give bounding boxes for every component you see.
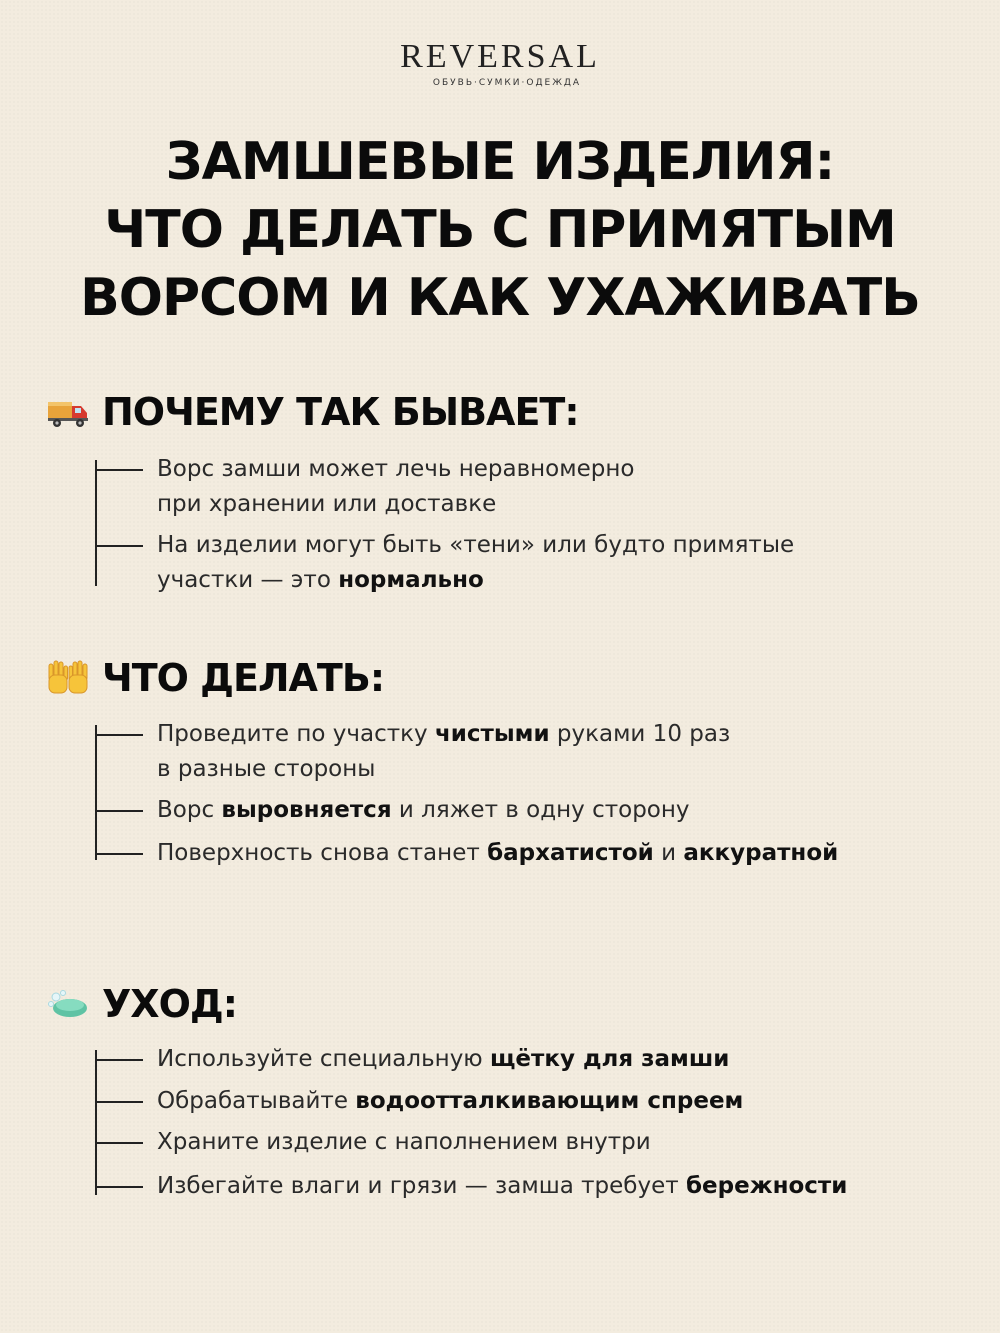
item-bold: водоотталкивающим спреем [355, 1088, 744, 1114]
item-bold: выровняется [221, 797, 392, 823]
tree-line [95, 1050, 97, 1195]
item-text: руками 10 раз [549, 721, 731, 747]
item-bold: бархатистой [487, 840, 654, 866]
title-line-2: ЧТО ДЕЛАТЬ С ПРИМЯТЫМ [104, 200, 896, 260]
item-text: и ляжет в одну сторону [391, 797, 690, 823]
item-text: Поверхность снова станет [157, 840, 488, 866]
branch-line [95, 1142, 143, 1144]
section-heading-text: УХОД: [102, 982, 237, 1026]
section-what-to-do-heading [46, 656, 384, 700]
item-bold: бережности [685, 1173, 848, 1199]
branch-line [95, 1101, 143, 1103]
item-text: при хранении или доставке [157, 491, 497, 517]
tree-line [95, 725, 97, 860]
branch-line [95, 853, 143, 855]
page-title [0, 128, 1000, 332]
item-bold: щётку для замши [489, 1046, 730, 1072]
item-text: Храните изделие с наполнением внутри [157, 1129, 651, 1155]
item-text: Избегайте влаги и грязи — замша требует [157, 1173, 686, 1199]
item-text: и [653, 840, 684, 866]
branch-line [95, 734, 143, 736]
item-text: Используйте специальную [157, 1046, 490, 1072]
item-bold: чистыми [434, 721, 550, 747]
section-heading-text: ЧТО ДЕЛАТЬ: [102, 656, 385, 700]
branch-line [95, 1186, 143, 1188]
section-heading-text: ПОЧЕМУ ТАК БЫВАЕТ: [102, 390, 579, 434]
title-line-1: ЗАМШЕВЫЕ ИЗДЕЛИЯ: [165, 132, 835, 192]
raised-hands-icon [46, 658, 90, 698]
section-care-heading [46, 982, 237, 1026]
section-why-heading [46, 390, 579, 434]
brand-logo [0, 40, 1000, 88]
brand-name: REVERSAL [400, 38, 600, 75]
item-text: в разные стороны [157, 756, 376, 782]
item-text: Ворс [157, 797, 222, 823]
item-text: Проведите по участку [157, 721, 435, 747]
tree-line [95, 460, 97, 586]
branch-line [95, 810, 143, 812]
title-line-3: ВОРСОМ И КАК УХАЖИВАТЬ [80, 268, 920, 328]
item-text: Обрабатывайте [157, 1088, 356, 1114]
soap-icon [46, 984, 90, 1024]
branch-line [95, 469, 143, 471]
item-bold: аккуратной [683, 840, 839, 866]
branch-line [95, 545, 143, 547]
item-text: участки — это [157, 567, 339, 593]
item-text: На изделии могут быть «тени» или будто примятые [157, 532, 795, 558]
truck-icon [46, 392, 90, 432]
brand-subtitle: ОБУВЬ·СУМКИ·ОДЕЖДА [432, 78, 582, 88]
item-text: Ворс замши может лечь неравномерно [157, 456, 635, 482]
item-bold: нормально [338, 567, 484, 593]
branch-line [95, 1059, 143, 1061]
